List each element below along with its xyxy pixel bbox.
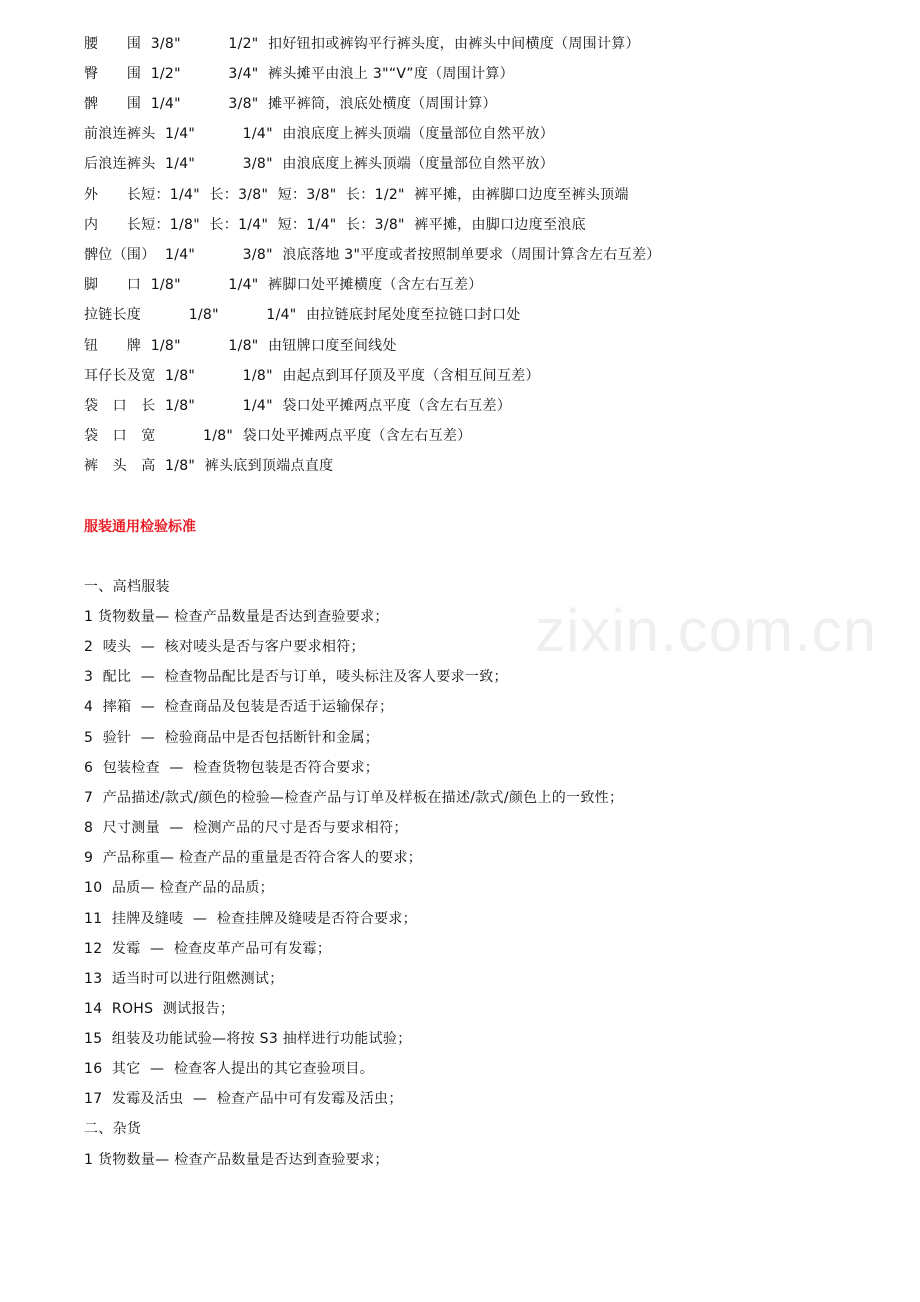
measurement-line: 拉链长度 1/8" 1/4" 由拉链底封尾处度至拉链口封口处 — [84, 307, 521, 323]
watermark: zixin.com.cn — [535, 597, 878, 664]
inspection-item: 11 挂牌及缝唛 — 检查挂牌及缝唛是否符合要求； — [84, 911, 417, 927]
inspection-item: 1 货物数量— 检查产品数量是否达到查验要求； — [84, 1152, 389, 1168]
inspection-item: 15 组装及功能试验—将按 S3 抽样进行功能试验； — [84, 1031, 412, 1047]
inspection-item: 13 适当时可以进行阻燃测试； — [84, 971, 284, 987]
measurement-line: 耳仔长及宽 1/8" 1/8" 由起点到耳仔顶及平度（含相互间互差） — [84, 368, 540, 384]
inspection-heading: 二、杂货 — [84, 1121, 142, 1137]
measurement-line: 外 长短：1/4" 长：3/8" 短：3/8" 长：1/2" 裤平摊，由裤脚口边度至裤头顶端 — [84, 187, 629, 203]
measurement-line: 内 长短：1/8" 长：1/4" 短：1/4" 长：3/8" 裤平摊，由脚口边度至浪底 — [84, 217, 586, 233]
measurement-line: 裤 头 高 1/8" 裤头底到顶端点直度 — [84, 458, 334, 474]
measurement-line: 臀 围 1/2" 3/4" 裤头摊平由浪上 3"“V”度（周围计算） — [84, 66, 514, 82]
measurement-line: 髀位（围） 1/4" 3/8" 浪底落地 3"平度或者按照制单要求（周围计算含左右互差） — [84, 247, 661, 263]
inspection-item: 4 摔箱 — 检查商品及包装是否适于运输保存； — [84, 699, 394, 715]
measurement-line: 袋 口 宽 1/8" 袋口处平摊两点平度（含左右互差） — [84, 428, 472, 444]
inspection-item: 9 产品称重— 检查产品的重量是否符合客人的要求； — [84, 850, 423, 866]
measurement-line: 腰 围 3/8" 1/2" 扣好钮扣或裤钩平行裤头度，由裤头中间横度（周围计算） — [84, 36, 640, 52]
measurement-line: 后浪连裤头 1/4" 3/8" 由浪底度上裤头顶端（度量部位自然平放） — [84, 156, 555, 172]
inspection-item: 1 货物数量— 检查产品数量是否达到查验要求； — [84, 609, 389, 625]
measurement-line: 脚 口 1/8" 1/4" 裤脚口处平摊横度（含左右互差） — [84, 277, 483, 293]
inspection-item: 3 配比 — 检查物品配比是否与订单，唛头标注及客人要求一致； — [84, 669, 508, 685]
inspection-item: 7 产品描述/款式/颜色的检验—检查产品与订单及样板在描述/款式/颜色上的一致性； — [84, 790, 624, 806]
measurement-line: 钮 牌 1/8" 1/8" 由钮牌口度至间线处 — [84, 338, 397, 354]
inspection-item: 10 品质— 检查产品的品质； — [84, 880, 274, 896]
inspection-item: 2 唛头 — 核对唛头是否与客户要求相符； — [84, 639, 365, 655]
measurement-line: 前浪连裤头 1/4" 1/4" 由浪底度上裤头顶端（度量部位自然平放） — [84, 126, 555, 142]
inspection-item: 6 包装检查 — 检查货物包装是否符合要求； — [84, 760, 380, 776]
measurement-line: 髀 围 1/4" 3/8" 摊平裤筒，浪底处横度（周围计算） — [84, 96, 497, 112]
inspection-item: 8 尺寸测量 — 检测产品的尺寸是否与要求相符； — [84, 820, 408, 836]
inspection-item: 5 验针 — 检验商品中是否包括断针和金属； — [84, 730, 380, 746]
section-title: 服装通用检验标准 — [84, 519, 196, 535]
inspection-heading: 一、高档服装 — [84, 579, 170, 595]
inspection-item: 14 ROHS 测试报告； — [84, 1001, 235, 1017]
inspection-item: 12 发霉 — 检查皮革产品可有发霉； — [84, 941, 332, 957]
inspection-item: 16 其它 — 检查客人提出的其它查验项目。 — [84, 1061, 375, 1077]
measurement-line: 袋 口 长 1/8" 1/4" 袋口处平摊两点平度（含左右互差） — [84, 398, 512, 414]
inspection-item: 17 发霉及活虫 — 检查产品中可有发霉及活虫； — [84, 1091, 403, 1107]
